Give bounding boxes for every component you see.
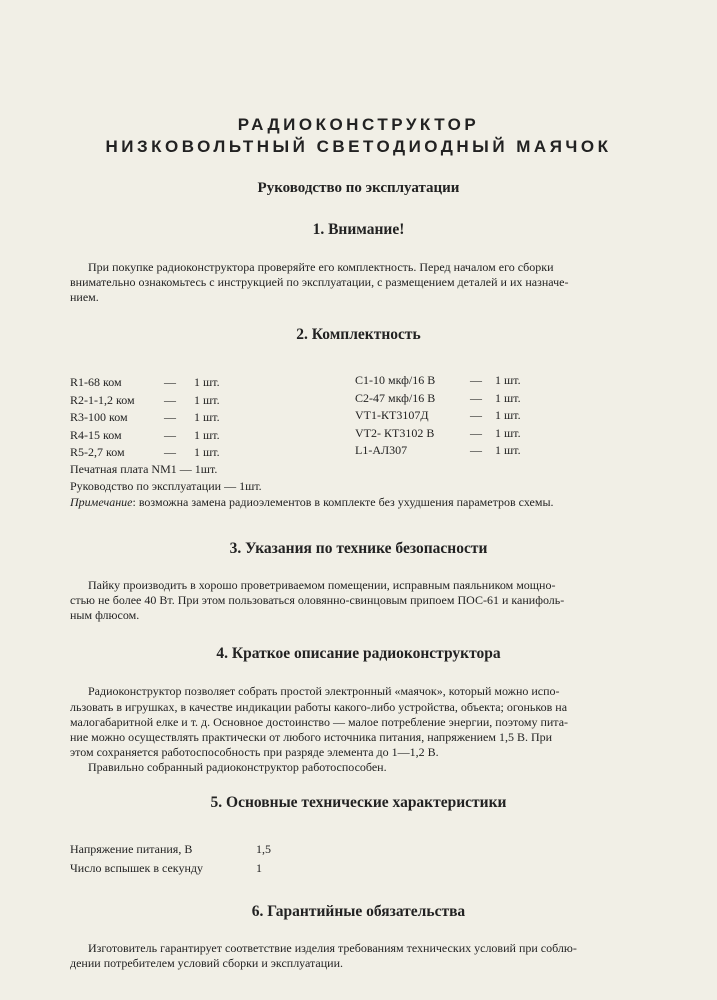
section-4-heading: 4. Краткое описание радиоконструктора [216, 645, 501, 662]
kit-item [70, 444, 270, 462]
kit-item [355, 442, 555, 460]
section-1-line: нием. [70, 290, 99, 304]
spec-row [70, 859, 330, 878]
section-6-line: дении потребителем условий сборки и эксплуатации. [70, 956, 344, 970]
kit-item [355, 390, 555, 408]
section-4-line: Радиоконструктор позволяет собрать простой электронный «маячок», который можно испо- [88, 684, 560, 698]
kit-item-qty: 1 шт. [194, 445, 220, 459]
title-line-2: НИЗКОВОЛЬТНЫЙ СВЕТОДИОДНЫЙ МАЯЧОК [105, 137, 612, 156]
section-6-line: Изготовитель гарантирует соответствие изделия требованиям технических условий при соблю- [88, 941, 577, 955]
kit-item-dash: — [164, 392, 176, 407]
kit-item-dash: — [164, 427, 176, 442]
kit-item [355, 407, 555, 425]
kit-item-name: R2-1-1,2 ком [70, 392, 135, 407]
kit-item-name: R1-68 ком [70, 375, 122, 389]
spec-table [70, 840, 330, 878]
kit-list-left [70, 374, 270, 462]
kit-item-qty: 1 шт. [194, 375, 220, 389]
kit-item-dash: — [470, 373, 482, 387]
kit-item-dash: — [164, 375, 176, 389]
spec-value: 1,5 [256, 842, 271, 856]
section-1-line: внимательно ознакомьтесь с инструкцией по эксплуатации, с размещением деталей и их назначе- [70, 275, 569, 289]
kit-item-name: R3-100 ком [70, 410, 128, 424]
spec-row [70, 840, 330, 859]
kit-item-dash: — [470, 443, 482, 457]
section-3-heading: 3. Указания по технике безопасности [229, 540, 488, 557]
kit-item-name: C1-10 мкф/16 В [355, 373, 436, 387]
kit-item-name: L1-АЛ307 [355, 443, 408, 457]
kit-board: Печатная плата NM1 — 1шт. [70, 462, 218, 476]
kit-note [70, 495, 554, 510]
kit-item-qty: 1 шт. [495, 373, 521, 387]
section-3-line: Пайку производить в хорошо проветриваемом помещении, исправным паяльником мощно- [88, 578, 556, 592]
kit-item-qty: 1 шт. [495, 425, 521, 440]
kit-item [70, 409, 270, 427]
kit-item-dash: — [470, 390, 482, 405]
kit-item-qty: 1 шт. [194, 392, 220, 407]
kit-item-qty: 1 шт. [194, 427, 220, 442]
kit-item [70, 427, 270, 445]
section-2-heading: 2. Комплектность [296, 326, 421, 343]
kit-item [355, 425, 555, 443]
kit-item-qty: 1 шт. [194, 410, 220, 424]
section-4-line: этом сохраняется работоспособность при разряде элемента до 1—1,2 В. [70, 745, 439, 759]
spec-value: 1 [256, 861, 262, 875]
kit-item-name: VT2- КТ3102 В [355, 425, 435, 440]
section-1-line: При покупке радиоконструктора проверяйте его комплектность. Перед началом его сборки [88, 260, 554, 274]
kit-item-name: VT1-КТ3107Д [355, 408, 429, 422]
section-3-line: ным флюсом. [70, 608, 140, 622]
kit-item-name: R5-2,7 ком [70, 445, 125, 459]
kit-item-dash: — [164, 445, 176, 459]
kit-manual: Руководство по эксплуатации — 1шт. [70, 479, 262, 493]
kit-item-name: R4-15 ком [70, 427, 122, 442]
section-6-heading: 6. Гарантийные обязательства [251, 903, 466, 920]
kit-item-qty: 1 шт. [495, 408, 521, 422]
kit-item-qty: 1 шт. [495, 390, 521, 405]
kit-list-right [355, 372, 555, 460]
section-4-line: льзовать в игрушках, в качестве индикации работы какого-либо устройства, объекта; огоньков на [70, 700, 568, 714]
section-4-line: Правильно собранный радиоконструктор работоспособен. [88, 760, 387, 774]
kit-item-dash: — [470, 408, 482, 422]
title-line-1: РАДИОКОНСТРУКТОР [237, 115, 480, 134]
kit-item [70, 374, 270, 392]
kit-item [355, 372, 555, 390]
section-3-line: стью не более 40 Вт. При этом пользоваться оловянно-свинцовым припоем ПОС-61 и канифоль- [70, 593, 565, 607]
section-1-heading: 1. Внимание! [312, 221, 405, 238]
kit-item-dash: — [164, 410, 176, 424]
kit-item-dash: — [470, 425, 482, 440]
kit-item [70, 392, 270, 410]
kit-item-qty: 1 шт. [495, 443, 521, 457]
subtitle: Руководство по эксплуатации [257, 180, 460, 196]
section-4-line: малогабаритной елке и т. д. Основное достоинство — малое потребление энергии, поэтому пита- [70, 715, 569, 729]
section-5-heading: 5. Основные технические характеристики [210, 794, 507, 811]
kit-item-name: C2-47 мкф/16 В [355, 390, 436, 405]
spec-label: Напряжение питания, В [70, 842, 193, 856]
note-label: Примечание [70, 495, 133, 509]
note-text: : возможна замена радиоэлементов в комплекте без ухудшения параметров схемы. [132, 495, 554, 509]
spec-label: Число вспышек в секунду [70, 861, 203, 875]
section-4-line: ние можно осуществлять практически от любого источника питания, напряжением 1,5 В. При [70, 730, 553, 744]
